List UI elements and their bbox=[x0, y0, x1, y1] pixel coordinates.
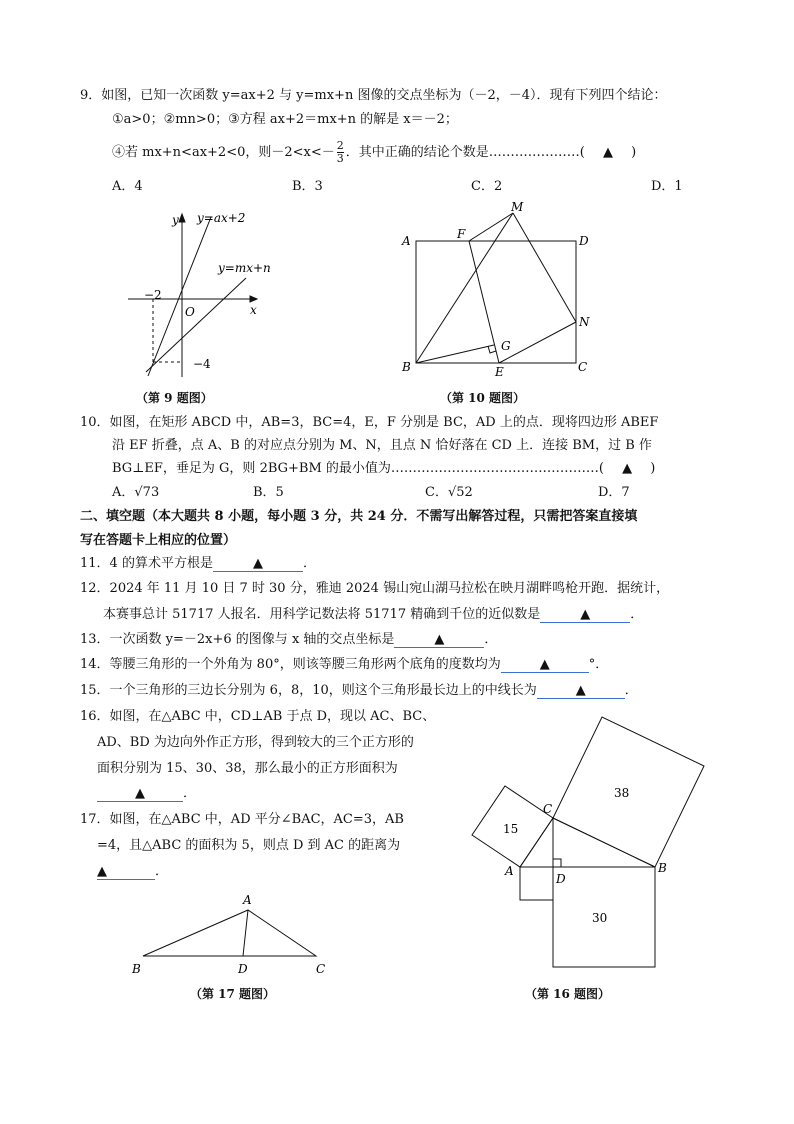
q9-option-c: C．2 bbox=[471, 179, 503, 194]
q16-answer-blank[interactable] bbox=[97, 786, 183, 802]
q14-answer-blank[interactable] bbox=[501, 657, 589, 673]
q9-c4-tail: ．其中正确的结论个数是…………………( bbox=[345, 145, 585, 160]
q12-line-1: 12．2024 年 11 月 10 日 7 时 30 分，雅迪 2024 锡山宛山湖马拉松在映月湖畔鸣枪开跑．据统计， bbox=[80, 581, 670, 596]
q13-answer-blank[interactable] bbox=[394, 632, 484, 648]
q17-line-3 bbox=[97, 860, 168, 880]
q10-l3: BG⊥EF，垂足为 G，则 2BG+BM 的最小值为…………………………………………( bbox=[112, 461, 604, 476]
fig16-label-b: B bbox=[658, 861, 667, 875]
q16-line-4 bbox=[97, 782, 196, 802]
section2-heading-1: 二、填空题（本大题共 8 小题，每小题 3 分，共 24 分．不需写出解答过程，只需把答案直接填 bbox=[80, 509, 638, 524]
q12-end: ． bbox=[630, 607, 644, 622]
q10-close-paren: ) bbox=[650, 461, 656, 476]
q14-mark: ▲ bbox=[539, 657, 550, 672]
fig16-caption: （第 16 题图） bbox=[525, 987, 611, 1001]
q15-answer-blank[interactable] bbox=[537, 683, 625, 699]
fig17-label-b: B bbox=[132, 962, 141, 976]
fig9-y-arrow bbox=[179, 214, 185, 222]
fig10-caption: （第 10 题图） bbox=[440, 391, 526, 405]
fig16-area-15: 15 bbox=[503, 822, 519, 836]
q16-mark: ▲ bbox=[135, 786, 145, 801]
fig17-diagram bbox=[143, 910, 316, 956]
q14-text: 14．等腰三角形的一个外角为 80°，则该等腰三角形两个底角的度数均为 bbox=[80, 657, 501, 672]
fig9-x-arrow bbox=[250, 296, 257, 302]
fig16-right-angle bbox=[553, 859, 561, 867]
fig17-label-c: C bbox=[316, 962, 326, 976]
q10-option-a: A．√73 bbox=[112, 485, 160, 500]
q12-line-2 bbox=[103, 603, 643, 623]
q11-end: ． bbox=[302, 556, 316, 571]
fig10-line-fe bbox=[469, 241, 499, 363]
fig10-label-a: A bbox=[402, 234, 411, 248]
q9-number: 9． bbox=[80, 88, 102, 103]
q10-line-1 bbox=[80, 411, 658, 430]
q15 bbox=[80, 679, 638, 699]
q9-c4-text: ④若 mx+n<ax+2<0，则－2<x<－ bbox=[112, 145, 335, 160]
fig9-label-neg4: −4 bbox=[193, 357, 211, 371]
q9-answer-mark: ▲ bbox=[602, 145, 613, 160]
fig17-label-d: D bbox=[238, 962, 248, 976]
q10-l1: 如图，在矩形 ABCD 中，AB=3，BC=4，E，F 分别是 BC，AD 上的点．现将四边形 ABEF bbox=[109, 415, 659, 430]
q9-close-paren: ) bbox=[631, 145, 637, 160]
q15-end: ． bbox=[624, 683, 638, 698]
q13-mark: ▲ bbox=[434, 632, 445, 647]
fig16-square-small bbox=[520, 867, 553, 900]
q11-answer-blank[interactable] bbox=[213, 556, 303, 572]
fig9-label-x: x bbox=[250, 303, 257, 317]
fig17-label-a: A bbox=[243, 893, 252, 907]
fig9-label-line2: y=mx+n bbox=[218, 261, 271, 275]
q10-option-b: B．5 bbox=[253, 485, 284, 500]
q14-end: °． bbox=[588, 657, 609, 672]
fig9-label-line1: y=ax+2 bbox=[197, 211, 246, 225]
fig17-triangle bbox=[143, 910, 316, 956]
q14 bbox=[80, 653, 608, 673]
fig16-label-d: D bbox=[556, 872, 566, 886]
q15-text: 15．一个三角形的三边长分别为 6，8，10，则这个三角形最长边上的中线长为 bbox=[80, 683, 537, 698]
fig9-caption: （第 9 题图） bbox=[136, 391, 213, 405]
q17-mark: ▲ bbox=[97, 864, 107, 879]
fig16-diagram bbox=[472, 717, 704, 967]
fig16-label-c: C bbox=[543, 802, 553, 816]
q9-option-b: B．3 bbox=[292, 179, 323, 194]
fig17-line-ad bbox=[243, 910, 248, 956]
q13-text: 13．一次函数 y=－2x+6 的图像与 x 轴的交点坐标是 bbox=[80, 632, 395, 647]
fig10-label-m: M bbox=[511, 200, 524, 214]
q9-stem-text: 如图，已知一次函数 y=ax+2 与 y=mx+n 图像的交点坐标为（－2，－4）．现有下列四个结论： bbox=[101, 88, 667, 103]
q17-end: ． bbox=[155, 864, 169, 879]
q10-line-3 bbox=[112, 457, 655, 476]
q10-option-d: D．7 bbox=[598, 485, 630, 500]
fig16-area-30: 30 bbox=[592, 911, 608, 925]
q16-end: ． bbox=[183, 786, 197, 801]
fig9-label-y: y bbox=[172, 213, 179, 227]
q9-conclusions-1: ①a>0；②mn>0；③方程 ax+2＝mx+n 的解是 x＝－2； bbox=[112, 112, 458, 127]
q9-option-d: D．1 bbox=[651, 179, 683, 194]
q15-mark: ▲ bbox=[575, 683, 586, 698]
q12-mark: ▲ bbox=[580, 607, 591, 622]
q17-line-1: 17．如图，在△ABC 中，AD 平分∠BAC，AC=3，AB bbox=[80, 812, 404, 827]
q11-mark: ▲ bbox=[252, 556, 263, 571]
section2-heading-2: 写在答题卡上相应的位置） bbox=[80, 533, 237, 548]
fig10-diagram bbox=[416, 213, 576, 363]
fig10-line-mn bbox=[513, 213, 576, 322]
q10-option-c: C．√52 bbox=[425, 485, 473, 500]
fig10-label-c: C bbox=[578, 360, 588, 374]
q16-line-3: 面积分别为 15、30、38，那么最小的正方形面积为 bbox=[97, 761, 398, 776]
q11-text: 11．4 的算术平方根是 bbox=[80, 556, 213, 571]
q12-answer-blank[interactable] bbox=[540, 607, 630, 623]
q10-number: 10． bbox=[80, 415, 110, 430]
fig10-label-b: B bbox=[402, 360, 411, 374]
fig10-label-f: F bbox=[457, 227, 466, 241]
q17-answer-blank[interactable] bbox=[97, 864, 155, 880]
fig9-label-neg2: −2 bbox=[144, 288, 162, 302]
fig10-label-g: G bbox=[501, 339, 511, 353]
fig10-rectangle bbox=[416, 241, 576, 363]
q12-l2: 本赛事总计 51717 人报名．用科学记数法将 51717 精确到千位的近似数是 bbox=[103, 607, 541, 622]
q11 bbox=[80, 552, 316, 572]
fig17-caption: （第 17 题图） bbox=[190, 987, 276, 1001]
fig9-label-o: O bbox=[185, 305, 195, 319]
q16-line-1: 16．如图，在△ABC 中，CD⊥AB 于点 D，现以 AC、BC、 bbox=[80, 709, 436, 724]
fig10-line-fm bbox=[469, 213, 513, 241]
q17-line-2: =4，且△ABC 的面积为 5，则点 D 到 AC 的距离为 bbox=[97, 838, 401, 853]
fig10-line-bg bbox=[416, 345, 494, 363]
q9-frac-num: 2 bbox=[336, 139, 344, 152]
q13 bbox=[80, 628, 497, 648]
q9-option-a: A．4 bbox=[112, 179, 143, 194]
q9-frac-den: 3 bbox=[336, 152, 344, 165]
fig10-label-e: E bbox=[495, 365, 504, 379]
q10-answer-mark: ▲ bbox=[622, 461, 633, 476]
q13-end: ． bbox=[484, 632, 498, 647]
fig16-area-38: 38 bbox=[614, 786, 630, 800]
fig10-label-d: D bbox=[579, 234, 589, 248]
fig16-label-a: A bbox=[505, 864, 514, 878]
fig10-label-n: N bbox=[579, 315, 590, 329]
q16-line-2: AD、BD 为边向外作正方形，得到较大的三个正方形的 bbox=[97, 735, 414, 750]
fig16-triangle bbox=[520, 818, 655, 867]
q10-line-2: 沿 EF 折叠，点 A、B 的对应点分别为 M、N，且点 N 恰好落在 CD 上．连接 BM，过 B 作 bbox=[112, 438, 652, 453]
